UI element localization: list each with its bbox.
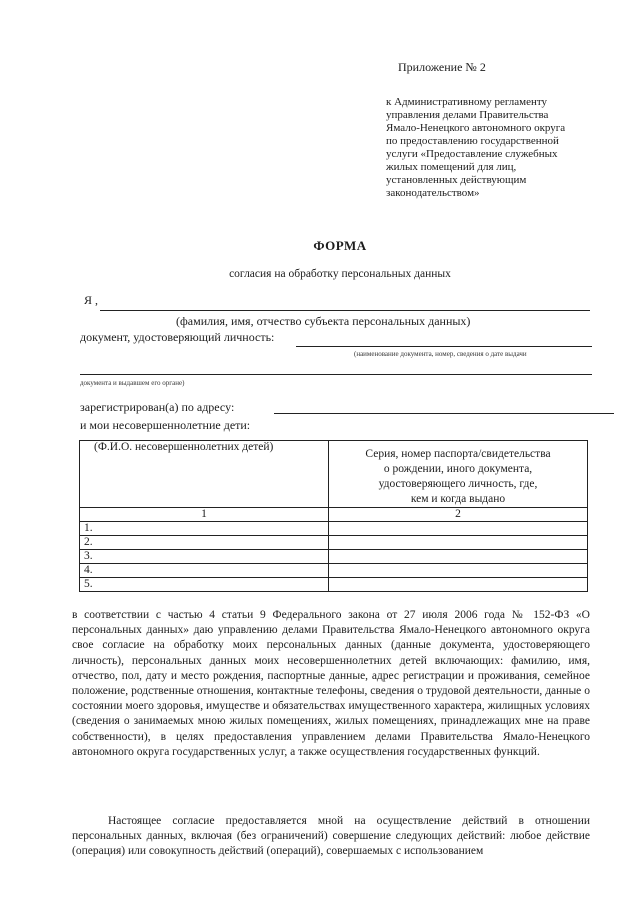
column-number: 1 — [80, 508, 329, 522]
table-row[interactable] — [80, 564, 588, 578]
table-row[interactable] — [80, 550, 588, 564]
row-number: 2. — [80, 536, 329, 550]
appendix-line: жилых помещений для лиц, — [386, 161, 517, 173]
children-table — [79, 440, 588, 592]
table-header-document — [329, 441, 588, 508]
table-header-row — [80, 441, 588, 508]
address-input-line[interactable] — [274, 413, 614, 414]
document-hint-2: документа и выдавшем его органе) — [80, 379, 185, 387]
row-number: 1. — [80, 522, 329, 536]
header-line: Серия, номер паспорта/свидетельства — [365, 448, 551, 460]
appendix-title: Приложение № 2 — [398, 60, 486, 74]
header-line: о рождении, иного документа, — [383, 463, 533, 475]
fio-hint: (фамилия, имя, отчество субъекта персональных данных) — [176, 314, 471, 328]
registered-label: зарегистрирован(а) по адресу: — [80, 400, 235, 414]
consent-paragraph-2: Настоящее согласие предоставляется мной на осуществление действий в отношении персональных данных, включая (без ограничений) совершение следующих действий: любое действие (операция) или совокупность действий (операций), совершаемых с использованием — [72, 815, 590, 858]
form-subtitle: согласия на обработку персональных данных — [229, 268, 451, 280]
appendix-line: законодательством» — [386, 187, 480, 199]
header-line: кем и когда выдано — [410, 493, 506, 505]
column-number: 2 — [329, 508, 588, 522]
form-title: ФОРМА — [313, 238, 367, 253]
table-row[interactable] — [80, 522, 588, 536]
document-input-line-2[interactable] — [80, 374, 592, 375]
document-label: документ, удостоверяющий личность: — [80, 330, 275, 344]
document-input-line[interactable] — [296, 346, 592, 347]
fio-input-line[interactable] — [100, 310, 590, 311]
row-number: 5. — [80, 578, 329, 592]
table-cell[interactable] — [329, 536, 588, 550]
appendix-line: услуги «Предоставление служебных — [386, 148, 558, 160]
table-number-row — [80, 508, 588, 522]
consent-text — [72, 608, 590, 760]
appendix-description — [386, 96, 598, 200]
row-number: 3. — [80, 550, 329, 564]
appendix-line: Ямало-Ненецкого автономного округа — [386, 122, 566, 134]
header-line: удостоверяющего личность, где, — [378, 478, 538, 490]
consent-paragraph-1: в соответствии с частью 4 статьи 9 Федерального закона от 27 июля 2006 года № 152-ФЗ «О персональных данных» даю управлению делами Правительства Ямало-Ненецкого автономного округа свое согласие на обработку моих персональных данных (данные документа, удостоверяющего личность), персональных данных моих несовершеннолетних детей включающих: фамилию, имя, отчество, пол, дату и место рождения, паспортные данные, адрес регистрации и проживания, семейное положение, родственные отношения, контактные телефоны, сведения о трудовой деятельности, данные о состоянии моего здоровья, имуществе и обязательствах имущественного характера, жилищных условиях (сведения о занимаемых мною жилых помещениях, жилых помещениях, принадлежащих мне на праве собственности), в целях предоставления управлением делами Правительства Ямало-Ненецкого автономного округа государственных услуг, а также осуществления государственных функций. — [72, 609, 590, 758]
appendix-line: по предоставлению государственной — [386, 135, 559, 147]
consent-text-2 — [72, 814, 590, 860]
table-cell[interactable] — [329, 522, 588, 536]
table-cell[interactable] — [329, 550, 588, 564]
table-row[interactable] — [80, 578, 588, 592]
children-label: и мои несовершеннолетние дети: — [80, 418, 251, 432]
appendix-line: установленных действующим — [386, 174, 527, 186]
table-cell[interactable] — [329, 564, 588, 578]
i-label: Я , — [84, 293, 99, 307]
table-row[interactable] — [80, 536, 588, 550]
document-hint: (наименование документа, номер, сведения о дате выдачи — [354, 350, 527, 358]
row-number: 4. — [80, 564, 329, 578]
table-header-fio: (Ф.И.О. несовершеннолетних детей) — [80, 441, 329, 508]
appendix-line: управления делами Правительства — [386, 109, 549, 121]
table-cell[interactable] — [329, 578, 588, 592]
appendix-line: к Административному регламенту — [386, 96, 548, 108]
